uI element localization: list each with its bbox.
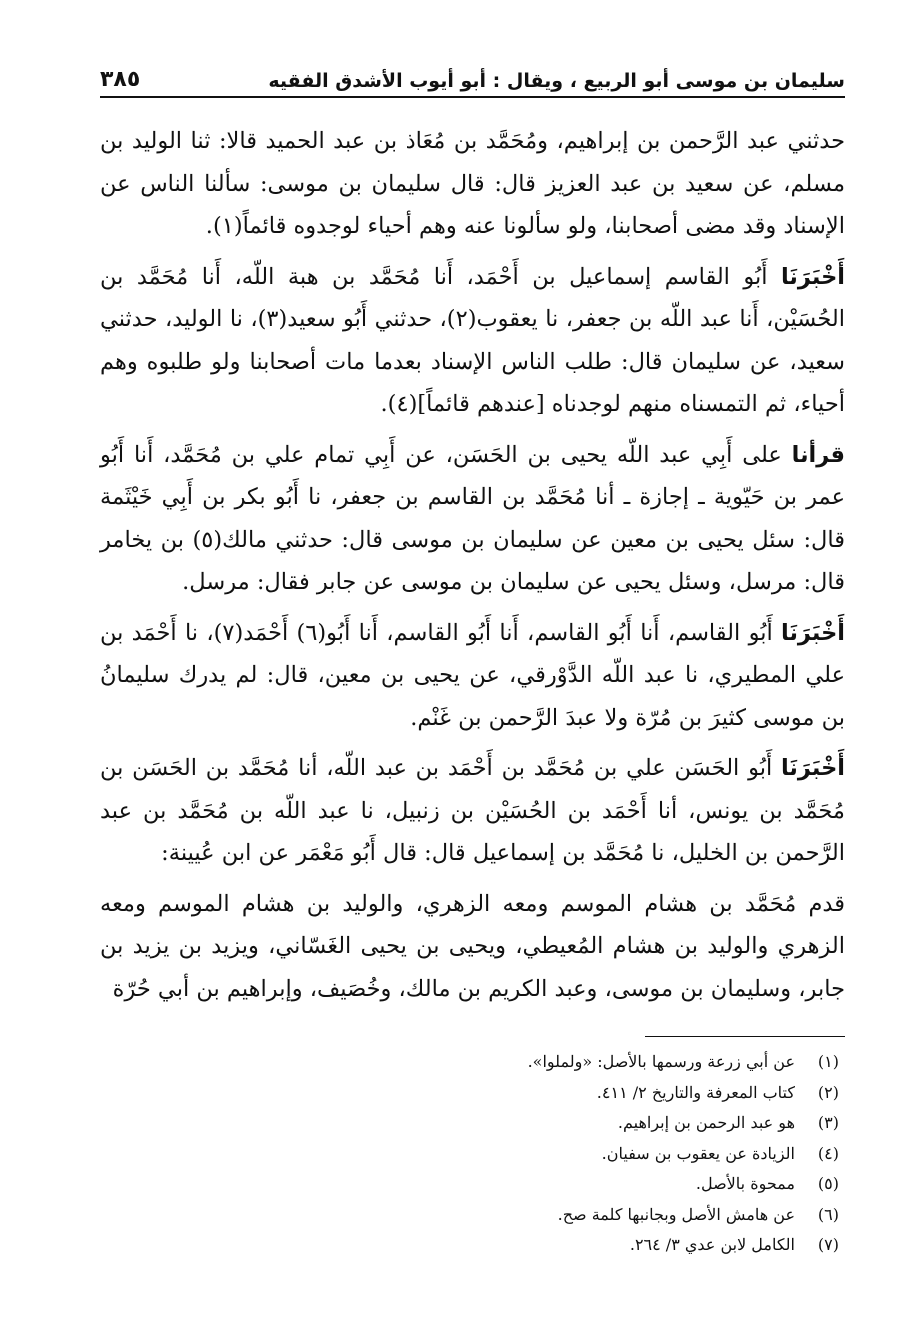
- footnote-text: كتاب المعرفة والتاريخ ٢/ ٤١١.: [596, 1082, 795, 1102]
- paragraph-lead: أَخْبَرَنَا: [780, 755, 845, 781]
- footnote-number: (١): [817, 1052, 839, 1071]
- footnote-number: (٧): [817, 1235, 839, 1254]
- footnote: [100, 1200, 839, 1231]
- footnote-text: عن أبي زرعة ورسمها بالأصل: «ولملوا».: [527, 1052, 795, 1071]
- footnote-number: (٤): [817, 1143, 839, 1163]
- footnote: [100, 1078, 839, 1109]
- paragraph-text: أَبُو القاسم، أَنا أَبُو القاسم، أَنا أَبُو القاسم، أَنا أَبُو(٦) أَحْمَد(٧)، نا أَحْمَد بن علي المطيري، نا عبد اللّه الدَّوْرقي، عن يحيى بن معين، قال: لم يدرك سليمانُ بن موسى كثيرَ بن مُرّة ولا عبدَ الرَّحمن بن غَنْم.: [100, 619, 845, 731]
- paragraph-lead: قرأنا: [791, 441, 845, 468]
- paragraph: [100, 883, 845, 1011]
- main-text: [100, 120, 845, 1010]
- footnote-text: عن هامش الأصل وبجانبها كلمة صح.: [557, 1204, 795, 1224]
- footnote: [100, 1169, 839, 1200]
- footnote-number: (٣): [817, 1113, 839, 1132]
- footnote-divider: [645, 1036, 845, 1037]
- paragraph-lead: أَخْبَرَنَا: [780, 263, 845, 290]
- book-page: [100, 58, 845, 1261]
- page-number: ٣٨٥: [100, 67, 141, 92]
- paragraph-text: أَبُو القاسم إسماعيل بن أَحْمَد، أَنا مُحَمَّد بن هبة اللّه، أَنا مُحَمَّد بن الحُسَيْن، أَنا عبد اللّه بن جعفر، نا يعقوب(٢)، حدثني أَبُو سعيد(٣)، نا الوليد، حدثني سعيد، عن سليمان قال: طلب الناس الإسناد بعدما مات أصحابنا ولو طلبوه وهم أحياء، ثم التمسناه منهم لوجدناه [عندهم قائماً](٤).: [100, 263, 845, 417]
- paragraph-text: أَبُو الحَسَن علي بن مُحَمَّد بن أَحْمَد بن عبد اللّه، أنا مُحَمَّد بن الحَسَن بن مُحَمَّد بن يونس، أنا أَحْمَد بن الحُسَيْن بن زنبيل، نا عبد اللّه بن مُحَمَّد بن عبد الرَّحمن بن الخليل، نا مُحَمَّد بن إسماعيل قال: قال أَبُو مَعْمَر عن ابن عُيينة:: [100, 755, 845, 866]
- footnote-number: (٢): [817, 1082, 839, 1102]
- paragraph: [100, 120, 845, 248]
- paragraph: [100, 256, 845, 426]
- footnote: [100, 1108, 839, 1139]
- running-title: سليمان بن موسى أبو الربيع ، ويقال : أبو أيوب الأشدق الفقيه: [268, 70, 845, 92]
- footnote-text: هو عبد الرحمن بن إبراهيم.: [617, 1113, 795, 1132]
- footnote-number: (٦): [817, 1204, 839, 1224]
- footnote-number: (٥): [817, 1174, 839, 1193]
- paragraph: [100, 612, 845, 740]
- running-header: [100, 58, 845, 98]
- footnote-text: ممحوة بالأصل.: [695, 1174, 795, 1193]
- footnote: [100, 1139, 839, 1170]
- paragraph-lead: أَخْبَرَنَا: [781, 619, 846, 646]
- footnote: [100, 1047, 839, 1078]
- paragraph-text: حدثني عبد الرَّحمن بن إبراهيم، ومُحَمَّد بن مُعَاذ بن عبد الحميد قالا: ثنا الوليد بن مسلم، عن سعيد بن عبد العزيز قال: قال سليمان بن موسى: سألنا الناس عن الإسناد وقد مضى أصحابنا، ولو سألونا عنه وهم أحياء لوجدوه قائماً(١).: [100, 128, 845, 239]
- paragraph-text: قدم مُحَمَّد بن هشام الموسم ومعه الزهري، والوليد بن هشام الموسم ومعه الزهري والوليد بن هشام المُعيطي، ويحيى بن يحيى الغَسّاني، ويزيد بن يزيد بن جابر، وسليمان بن موسى، وعبد الكريم بن مالك، وخُصَيف، وإبراهيم بن أبي حُرّة: [100, 890, 845, 1002]
- paragraph-text: على أَبِي عبد اللّه يحيى بن الحَسَن، عن أَبِي تمام علي بن مُحَمَّد، أَنا أَبُو عمر بن حَيّوية ـ إجازة ـ أنا مُحَمَّد بن القاسم بن جعفر، نا أَبُو بكر بن أَبِي خَيْثَمة قال: سئل يحيى بن معين عن سليمان بن موسى قال: حدثني مالك(٥) بن يخامر قال: مرسل، وسئل يحيى عن سليمان بن موسى عن جابر فقال: مرسل.: [100, 441, 845, 595]
- footnote-text: الزيادة عن يعقوب بن سفيان.: [601, 1143, 795, 1163]
- paragraph: [100, 747, 845, 875]
- footnotes: [100, 1047, 845, 1261]
- footnote-text: الكامل لابن عدي ٣/ ٢٦٤.: [629, 1235, 795, 1254]
- footnote: [100, 1230, 839, 1261]
- paragraph: [100, 434, 845, 604]
